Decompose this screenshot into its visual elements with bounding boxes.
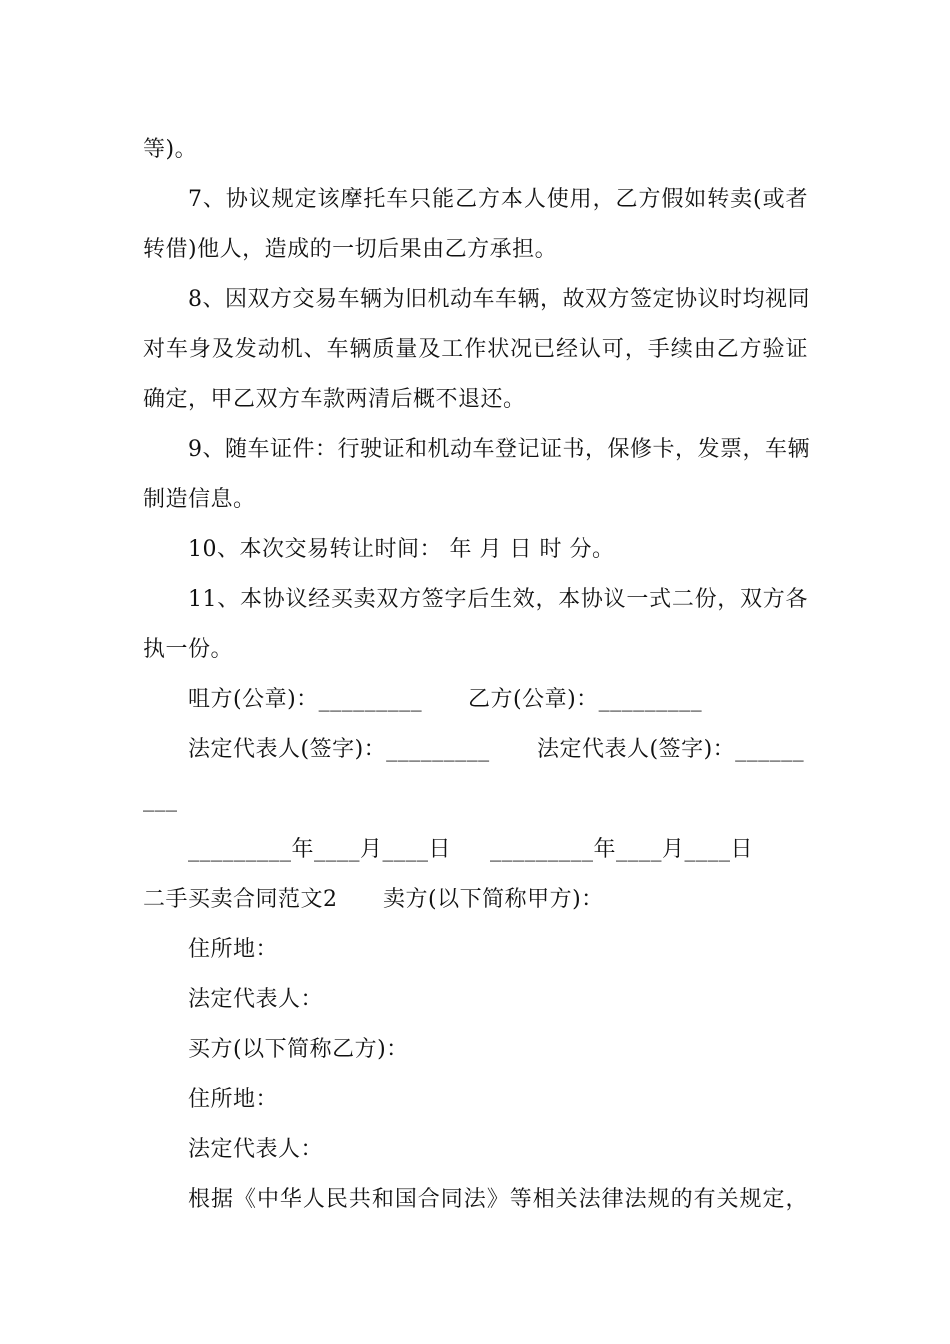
paragraph-line: 等)。 xyxy=(143,137,198,162)
buyer-representative-field: 法定代表人： xyxy=(188,1137,324,1162)
party-a-date-field: _________年____月____日 xyxy=(188,837,452,862)
paragraph-line: 11、本协议经买卖双方签字后生效，本协议一式二份，双方各 xyxy=(188,587,808,612)
paragraph-line: 8、因双方交易车辆为旧机动车车辆，故双方签定协议时均视同 xyxy=(188,287,810,312)
paragraph-line: 根据《中华人民共和国合同法》等相关法律法规的有关规定， xyxy=(188,1187,808,1212)
party-b-representative-field: 法定代表人(签字)：______ xyxy=(537,737,805,762)
paragraph-line: 制造信息。 xyxy=(143,487,256,512)
seller-label: 卖方(以下简称甲方)： xyxy=(383,887,604,912)
party-b-seal-field: 乙方(公章)：_________ xyxy=(468,687,703,712)
seller-address-field: 住所地： xyxy=(188,937,279,962)
paragraph-line: 对车身及发动机、车辆质量及工作状况已经认可，手续由乙方验证 xyxy=(143,337,808,362)
paragraph-line: 10、本次交易转让时间： 年 月 日 时 分。 xyxy=(188,537,615,562)
paragraph-line: 执一份。 xyxy=(143,637,234,662)
party-a-representative-field: 法定代表人(签字)：_________ xyxy=(188,737,490,762)
seller-representative-field: 法定代表人： xyxy=(188,987,324,1012)
party-b-date-field: _________年____月____日 xyxy=(490,837,754,862)
buyer-address-field: 住所地： xyxy=(188,1087,279,1112)
paragraph-line: 转借)他人，造成的一切后果由乙方承担。 xyxy=(143,237,558,262)
representative-underline-continuation: ___ xyxy=(143,787,178,812)
section-title: 二手买卖合同范文2 xyxy=(143,887,338,912)
paragraph-line: 确定，甲乙双方车款两清后概不退还。 xyxy=(143,387,526,412)
paragraph-line: 9、随车证件：行驶证和机动车登记证书，保修卡，发票，车辆 xyxy=(188,437,810,462)
paragraph-line: 7、协议规定该摩托车只能乙方本人使用，乙方假如转卖(或者 xyxy=(188,187,808,212)
party-a-seal-field: 咀方(公章)：_________ xyxy=(188,687,423,712)
buyer-label: 买方(以下简称乙方)： xyxy=(188,1037,409,1062)
